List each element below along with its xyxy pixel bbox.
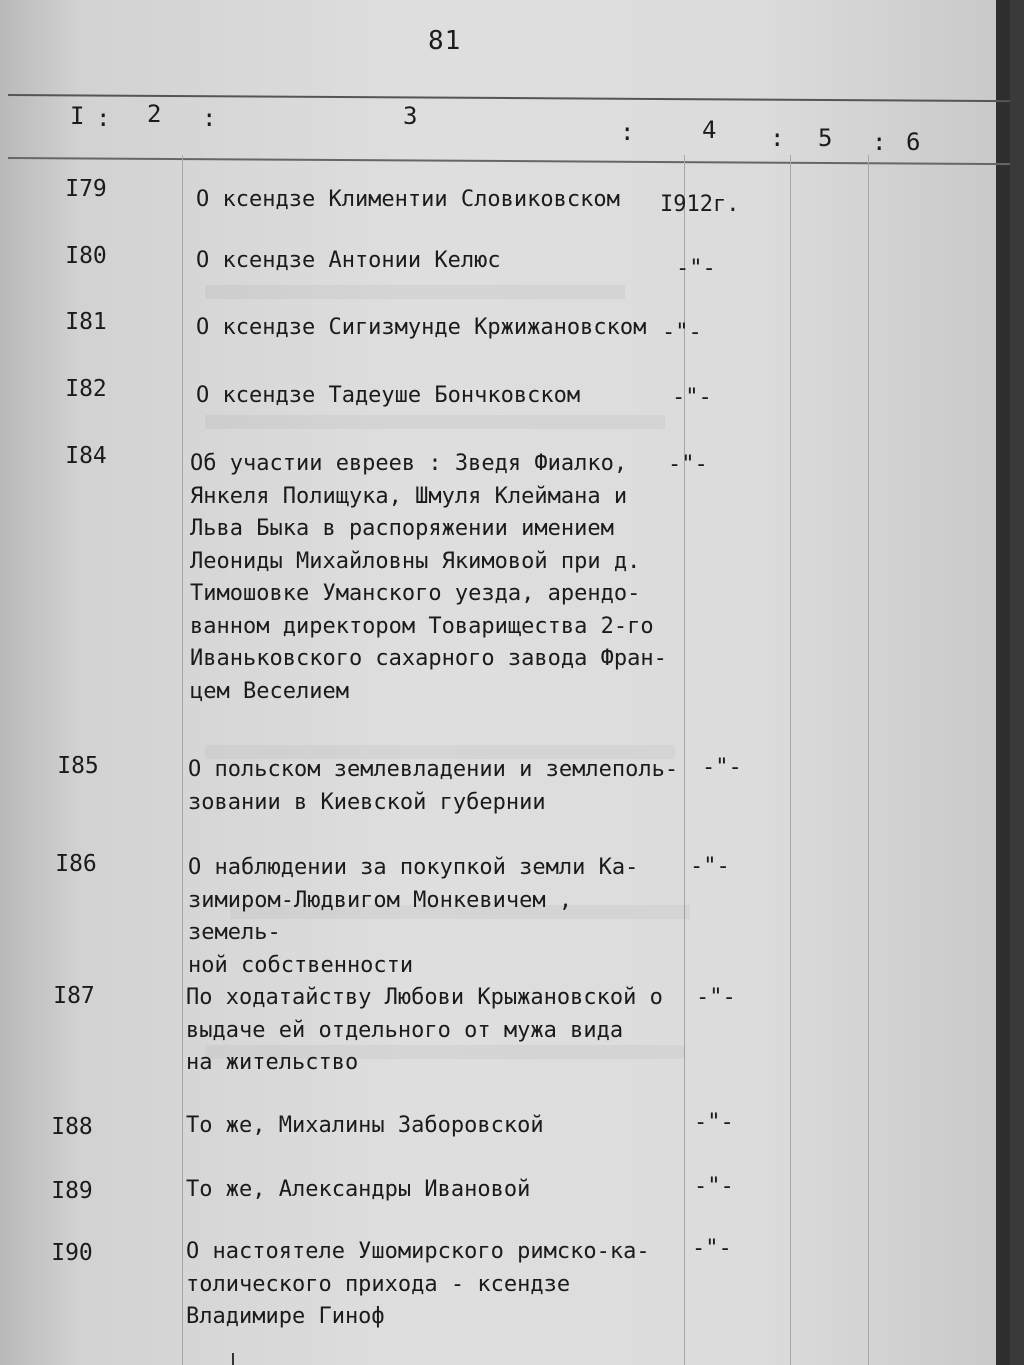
entry-date: -"- xyxy=(672,385,712,410)
pen-mark xyxy=(232,1353,234,1365)
entry-description: О польском землевладении и землеполь- зовании в Киевской губернии xyxy=(188,757,679,815)
bleed-through-mark xyxy=(205,415,665,429)
column-separator: : xyxy=(202,104,217,132)
entry-description: То же, Александры Ивановой xyxy=(186,1177,531,1202)
page-number: 81 xyxy=(428,26,462,56)
column-header-2: 2 xyxy=(147,100,162,128)
column-header-4: 4 xyxy=(702,116,717,144)
entry-number: I85 xyxy=(57,753,99,779)
column-separator: : xyxy=(770,124,785,152)
entry-description: О ксендзе Тадеуше Бончковском xyxy=(196,383,581,408)
entry-date: -"- xyxy=(692,1236,732,1261)
entry-description: О настоятеле Ушомирского римско-ка- толического прихода - ксендзе Владимире Гиноф xyxy=(186,1239,650,1329)
entry-description: О наблюдении за покупкой земли Ка- зимиром-Людвигом Монкевичем , земель- ной собственности xyxy=(188,855,639,978)
entry-date: -"- xyxy=(662,320,702,345)
entry-number: I90 xyxy=(51,1240,93,1266)
entry-description: Об участии евреев : Зведя Фиалко, Янкеля Полищука, Шмуля Клеймана и Льва Быка в распоряжении имением Леониды Михайловны Якимовой при д. Тимошовке Уманского уезда, арендо- ванном директором Товарищества 2-го Иваньковского сахарного завода Фран- цем Веселием xyxy=(190,451,667,704)
column-header-1: I xyxy=(70,102,85,130)
column-separator: : xyxy=(96,104,111,132)
column-header-6: 6 xyxy=(906,128,921,156)
entry-number: I82 xyxy=(65,376,107,402)
entry-date: -"- xyxy=(694,1174,734,1199)
entry-date: -"- xyxy=(694,1110,734,1135)
bleed-through-mark xyxy=(205,285,625,299)
entry-number: I88 xyxy=(51,1114,93,1140)
entry-number: I89 xyxy=(51,1178,93,1204)
entry-date: -"- xyxy=(668,452,708,477)
column-rule xyxy=(182,155,183,1365)
header-rule-bottom xyxy=(8,157,1010,165)
column-header-3: 3 xyxy=(403,102,418,130)
entry-description: По ходатайству Любови Крыжановской о выдаче ей отдельного от мужа вида на жительство xyxy=(186,985,663,1075)
entry-description: О ксендзе Климентии Словиковском xyxy=(196,187,620,212)
entry-number: I81 xyxy=(65,309,107,335)
page-edge-shadow xyxy=(996,0,1010,1365)
entry-description: О ксендзе Сигизмунде Кржижановском xyxy=(196,315,647,340)
entry-date: -"- xyxy=(702,755,742,780)
entry-description: О ксендзе Антонии Келюс xyxy=(196,248,501,273)
entry-date: -"- xyxy=(690,854,730,879)
entry-number: I79 xyxy=(65,176,107,202)
entry-date: -"- xyxy=(696,985,736,1010)
entry-number: I87 xyxy=(53,983,95,1009)
entry-number: I86 xyxy=(55,851,97,877)
entry-number: I80 xyxy=(65,243,107,269)
column-rule xyxy=(790,155,791,1365)
column-rule xyxy=(868,155,869,1365)
column-separator: : xyxy=(620,118,635,146)
entry-date: I912г. xyxy=(660,192,740,217)
entry-description: То же, Михалины Заборовской xyxy=(186,1113,544,1138)
entry-date: -"- xyxy=(676,256,716,281)
entry-number: I84 xyxy=(65,443,107,469)
column-separator: : xyxy=(872,128,887,156)
column-header-5: 5 xyxy=(818,124,833,152)
